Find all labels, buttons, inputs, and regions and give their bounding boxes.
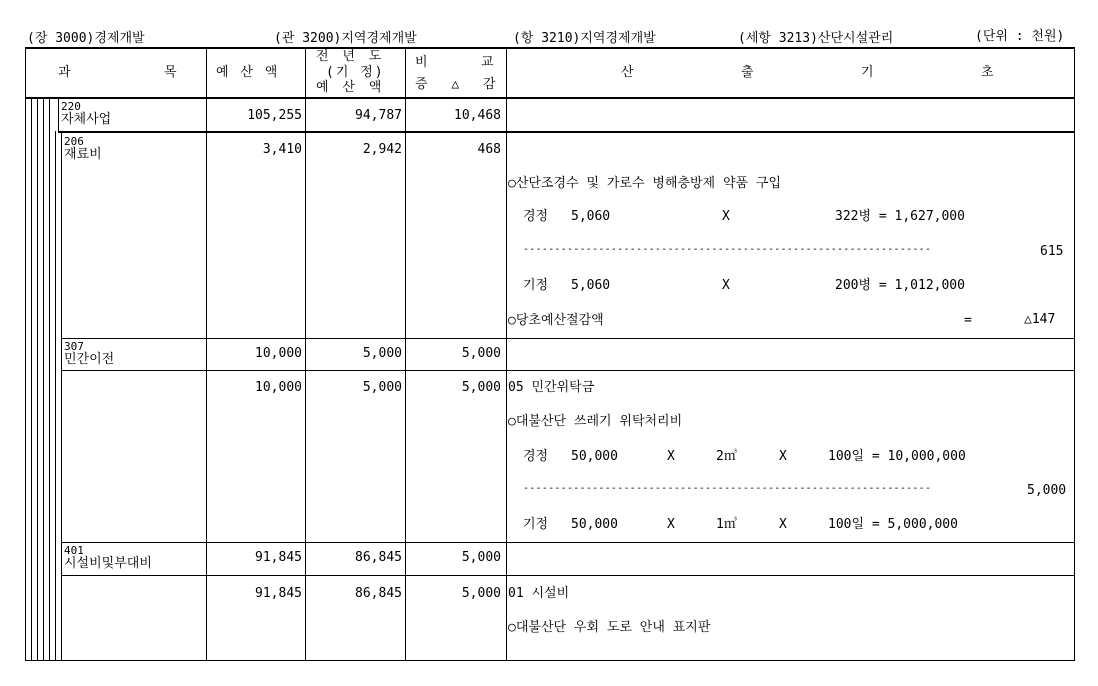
basis-item-title: ○산단조경수 및 가로수 병해충방제 약품 구입 xyxy=(508,176,782,191)
basis-result: △147 xyxy=(1024,312,1056,327)
col-header-cmp-1b: 교 xyxy=(481,55,494,70)
row-line xyxy=(61,370,1075,371)
basis-section-title: 01 시설비 xyxy=(508,586,570,601)
row-name: 시설비및부대비 xyxy=(64,556,152,571)
row-diff: 10,468 xyxy=(454,108,501,123)
row-name: 민간이전 xyxy=(64,352,115,367)
basis-operator: X xyxy=(779,449,787,464)
basis-label: 경정 xyxy=(523,209,549,224)
left-border xyxy=(25,47,26,661)
col-header-basis-3: 기 xyxy=(861,65,874,80)
row-budget: 91,845 xyxy=(255,550,302,565)
hierarchy-bar xyxy=(43,97,44,661)
basis-calc: 200병 = 1,012,000 xyxy=(835,278,965,293)
basis-operator: X xyxy=(722,278,730,293)
col-sep-basis xyxy=(506,47,507,661)
basis-value: 50,000 xyxy=(571,517,618,532)
basis-value: 5,060 xyxy=(571,209,611,224)
col-header-gwamok-2: 목 xyxy=(164,65,177,80)
basis-item-title: ○대불산단 쓰레기 위탁처리비 xyxy=(508,414,683,429)
row-diff: 5,000 xyxy=(461,586,501,601)
basis-section-title: 05 민간위탁금 xyxy=(508,380,595,395)
row-code: 206 xyxy=(64,135,84,148)
row-line xyxy=(61,338,1075,339)
row-diff: 5,000 xyxy=(461,550,501,565)
basis-item-title: ○당초예산절감액 xyxy=(508,313,604,328)
basis-value: 50,000 xyxy=(571,449,618,464)
row-budget: 105,255 xyxy=(247,108,302,123)
basis-operator: X xyxy=(722,209,730,224)
row-budget: 10,000 xyxy=(255,380,302,395)
row-prev: 94,787 xyxy=(355,108,402,123)
basis-dash-line: ----------------------------------------------------------------- xyxy=(523,244,932,255)
hierarchy-bar xyxy=(61,131,62,661)
hierarchy-bar xyxy=(37,97,38,661)
basis-operator: = xyxy=(964,313,972,328)
basis-qty: 1㎥ xyxy=(716,517,737,532)
basis-item-title: ○대불산단 우회 도로 안내 표지판 xyxy=(508,620,711,635)
col-header-cmp-2: 증 △ 감 xyxy=(415,77,504,92)
row-budget: 3,410 xyxy=(262,142,302,157)
basis-label: 기정 xyxy=(523,278,549,293)
header-sehang: (세항 3213)산단시설관리 xyxy=(738,31,894,46)
row-budget: 91,845 xyxy=(255,586,302,601)
row-line xyxy=(61,575,1075,576)
header-gwan: (관 3200)지역경제개발 xyxy=(274,31,417,46)
row-diff: 5,000 xyxy=(461,346,501,361)
header-jang: (장 3000)경제개발 xyxy=(27,31,145,46)
header-bottom-border xyxy=(25,97,1075,99)
row-code: 307 xyxy=(64,340,84,353)
row-diff: 468 xyxy=(477,142,501,157)
table-bottom-border xyxy=(25,660,1075,661)
basis-operator: X xyxy=(667,517,675,532)
hierarchy-bar xyxy=(49,97,50,661)
col-header-budget: 예 산 액 xyxy=(216,65,280,80)
row-budget: 10,000 xyxy=(255,346,302,361)
basis-calc: 100일 = 5,000,000 xyxy=(828,517,958,532)
basis-dash-line: ----------------------------------------------------------------- xyxy=(523,483,932,494)
header-hang: (항 3210)지역경제개발 xyxy=(513,31,656,46)
col-header-basis-1: 산 xyxy=(621,65,634,80)
row-prev: 2,942 xyxy=(362,142,402,157)
basis-operator: X xyxy=(779,517,787,532)
basis-result: 5,000 xyxy=(1027,483,1067,498)
col-header-prev-3: 예 산 액 xyxy=(316,80,385,95)
header-unit: (단위 : 천원) xyxy=(975,29,1065,44)
row-name: 재료비 xyxy=(64,147,102,162)
col-header-basis-2: 출 xyxy=(741,65,754,80)
hierarchy-bar xyxy=(58,97,59,133)
row-line xyxy=(58,131,1075,133)
basis-label: 경정 xyxy=(523,449,549,464)
col-header-prev-2: (기 정) xyxy=(326,65,385,80)
row-prev: 86,845 xyxy=(355,586,402,601)
hierarchy-bar xyxy=(55,131,56,661)
right-border xyxy=(1074,47,1075,661)
basis-qty: 2㎥ xyxy=(716,449,737,464)
basis-calc: 322병 = 1,627,000 xyxy=(835,209,965,224)
basis-result: 615 xyxy=(1040,244,1064,259)
table-top-border xyxy=(25,47,1075,49)
basis-operator: X xyxy=(667,449,675,464)
hierarchy-bar xyxy=(31,97,32,661)
col-header-cmp-1a: 비 xyxy=(415,55,428,70)
basis-calc: 100일 = 10,000,000 xyxy=(828,449,966,464)
col-header-gwamok-1: 과 xyxy=(58,65,71,80)
row-name: 자체사업 xyxy=(61,112,112,127)
row-prev: 86,845 xyxy=(355,550,402,565)
row-code: 220 xyxy=(61,100,81,113)
row-prev: 5,000 xyxy=(362,380,402,395)
col-header-basis-4: 초 xyxy=(981,65,994,80)
basis-value: 5,060 xyxy=(571,278,611,293)
row-code: 401 xyxy=(64,544,84,557)
row-diff: 5,000 xyxy=(461,380,501,395)
col-header-prev-1: 전 년 도 xyxy=(316,49,385,64)
basis-label: 기정 xyxy=(523,517,549,532)
row-prev: 5,000 xyxy=(362,346,402,361)
row-line xyxy=(61,542,1075,543)
